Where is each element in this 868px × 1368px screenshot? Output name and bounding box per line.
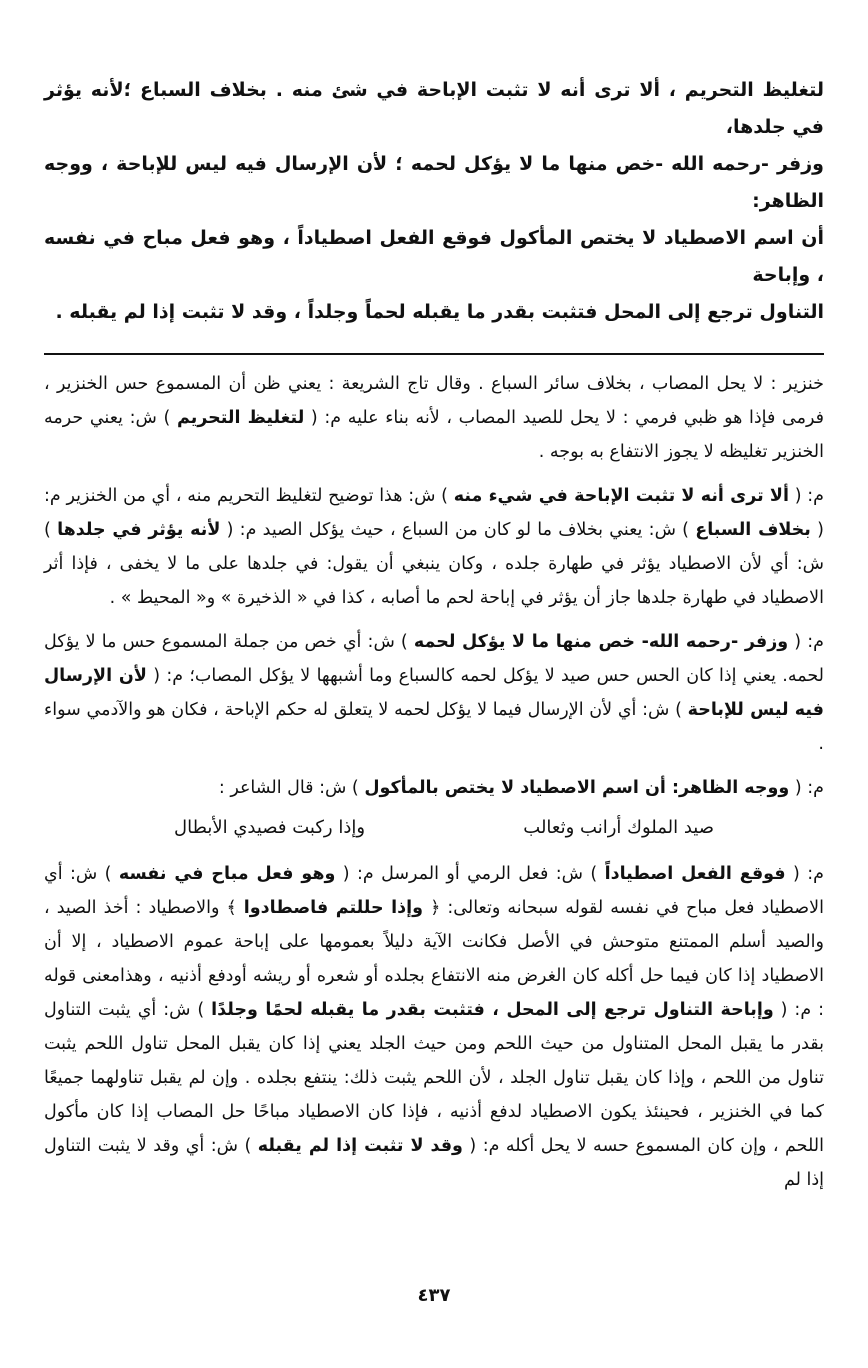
commentary-paragraph xyxy=(44,857,824,1197)
quran-quote: وإذا حللتم فاصطادوا xyxy=(243,898,423,918)
page-number: ٤٣٧ xyxy=(417,1285,451,1306)
commentary-paragraph xyxy=(44,625,824,761)
commentary-text: ) ش: أي لأن الاصطياد يؤثر في طهارة جلده ، وكان ينبغي أن يقول: في جلدها على ما لا يخفى ، فإذا أثر الاصطياد في طهارة جلدها جاز أن يؤثر في إباحة لحم ما أصابه ، كذا في « الذخيرة » و« المحيط » . xyxy=(44,520,824,608)
commentary-text: م: ( xyxy=(794,632,824,652)
main-text-line: لتغليظ التحريم ، ألا ترى أنه لا تثبت الإباحة في شئ منه . بخلاف السباع ؛لأنه يؤثر في جلدها، xyxy=(44,79,824,138)
commentary-text: ) ش: أي خص من جملة المسموع حس ما لا يؤكل لحمه. يعني إذا كان الحس حس صيد لا يؤكل لحمه كالسباع وما أشبهها لا يؤكل المصاب؛ م: ( xyxy=(44,632,824,686)
commentary-text: ) ش: قال الشاعر : xyxy=(218,778,359,798)
commentary-paragraph xyxy=(44,479,824,615)
commentary-paragraph xyxy=(44,367,824,469)
commentary-text: ) ش: أي لأن الإرسال فيما لا يؤكل لحمه لا يتعلق له حكم الإباحة ، فكان هو والآدمي سواء . xyxy=(44,700,824,754)
commentary-text: ) ش: هذا توضيح لتغليظ التحريم منه ، أي من الخنزير م: ( xyxy=(44,486,824,540)
separator-rule xyxy=(44,353,824,355)
quoted-matn: بخلاف السباع xyxy=(695,520,811,540)
verse-second-hemistich: وإذا ركبت فصيدي الأبطال xyxy=(174,817,366,838)
commentary-text: م: ( xyxy=(793,864,824,884)
commentary-text: ) ش: يعني حرمه الخنزير تغليظه لا يجوز الانتفاع به بوجه . xyxy=(44,408,824,462)
commentary-text: م: ( xyxy=(794,486,824,506)
quoted-matn: لأن الإرسال فيه ليس للإباحة xyxy=(44,666,824,720)
quoted-matn: ألا ترى أنه لا تثبت الإباحة في شيء منه xyxy=(453,486,789,506)
verse-first-hemistich: صيد الملوك أرانب وثعالب xyxy=(523,817,714,838)
commentary-text: ) ش: أي يثبت التناول بقدر ما يقبل المحل المتناول من حيث اللحم ومن حيث الجلد يعني إذا كان يقبل المحل تناول اللحم يثبت تناول من اللحم ، وإذا كان يقبل تناول الجلد ، لأن اللحم يثبت ذلك: ينتفع بجلده . وإن لم يقبل تناولهما جميعًا كما في الخنزير ، فحينئذ يكون الاصطياد لدفع أذنيه ، فإذا كان الاصطياد مباحًا حل المصاب إذا كان مأكول اللحم ، وإن كان المسموع حسه لا يحل أكله م: ( xyxy=(44,1000,824,1156)
quoted-matn: وقد لا تثبت إذا لم يقبله xyxy=(257,1136,463,1156)
quoted-matn: فوقع الفعل اصطياداً xyxy=(604,864,786,884)
commentary-text: ) ش: فعل الرمي أو المرسل م: ( xyxy=(342,864,598,884)
commentary-paragraph xyxy=(44,771,824,805)
quoted-matn: وزفر -رحمه الله- خص منها ما لا يؤكل لحمه xyxy=(413,632,789,652)
commentary-text: ﴾ والاصطياد : أخذ الصيد ، والصيد أسلم الممتنع متوحش في الأصل فكانت الآية دليلاً بعمومها على إباحة عموم الاصطياد ، إلا أن الاصطياد إذا كان فيما حل أكله كان الغرض منه الانتفاع بجلده أو شعره أو ريشه أودفع أذنيه ، وهذامعنى قوله : م: ( xyxy=(44,898,824,1020)
main-text-line: أن اسم الاصطياد لا يختص المأكول فوقع الفعل اصطياداً ، وهو فعل مباح في نفسه ، وإباحة xyxy=(44,227,824,286)
main-text-line: وزفر -رحمه الله -خص منها ما لا يؤكل لحمه ؛ لأن الإرسال فيه ليس للإباحة ، ووجه الظاهر: xyxy=(44,153,824,212)
commentary xyxy=(44,367,824,1197)
commentary-text: م: ( xyxy=(794,778,824,798)
quoted-matn: وهو فعل مباح في نفسه xyxy=(118,864,336,884)
commentary-text: ) ش: يعني بخلاف ما لو كان من السباع ، حيث يؤكل الصيد م: ( xyxy=(226,520,689,540)
commentary-text: ) ش: أي وقد لا يثبت التناول إذا لم xyxy=(44,1136,824,1190)
quoted-matn: لتغليظ التحريم xyxy=(176,408,305,428)
commentary-text: ) ش: أي الاصطياد فعل مباح في نفسه لقوله سبحانه وتعالى: ﴿ xyxy=(44,864,824,918)
quoted-matn: وإباحة التناول ترجع إلى المحل ، فتثبت بقدر ما يقبله لحمًا وجلدًا xyxy=(211,1000,774,1020)
commentary-text: خنزير : لا يحل المصاب ، بخلاف سائر السباع . وقال تاج الشريعة : يعني ظن أن المسموع حس الخنزير ، فرمى فإذا هو ظبي فرمي : لا يحل للصيد المصاب ، لأنه بناء عليه م: ( xyxy=(44,374,824,428)
main-text-line: التناول ترجع إلى المحل فتثبت بقدر ما يقبله لحماً وجلداً ، وقد لا تثبت إذا لم يقبله . xyxy=(55,301,824,323)
main-text xyxy=(44,72,824,331)
quoted-matn: ووجه الظاهر: أن اسم الاصطياد لا يختص بالمأكول xyxy=(364,778,790,798)
poetry-verse xyxy=(44,811,824,845)
quoted-matn: لأنه يؤثر في جلدها xyxy=(57,520,221,540)
